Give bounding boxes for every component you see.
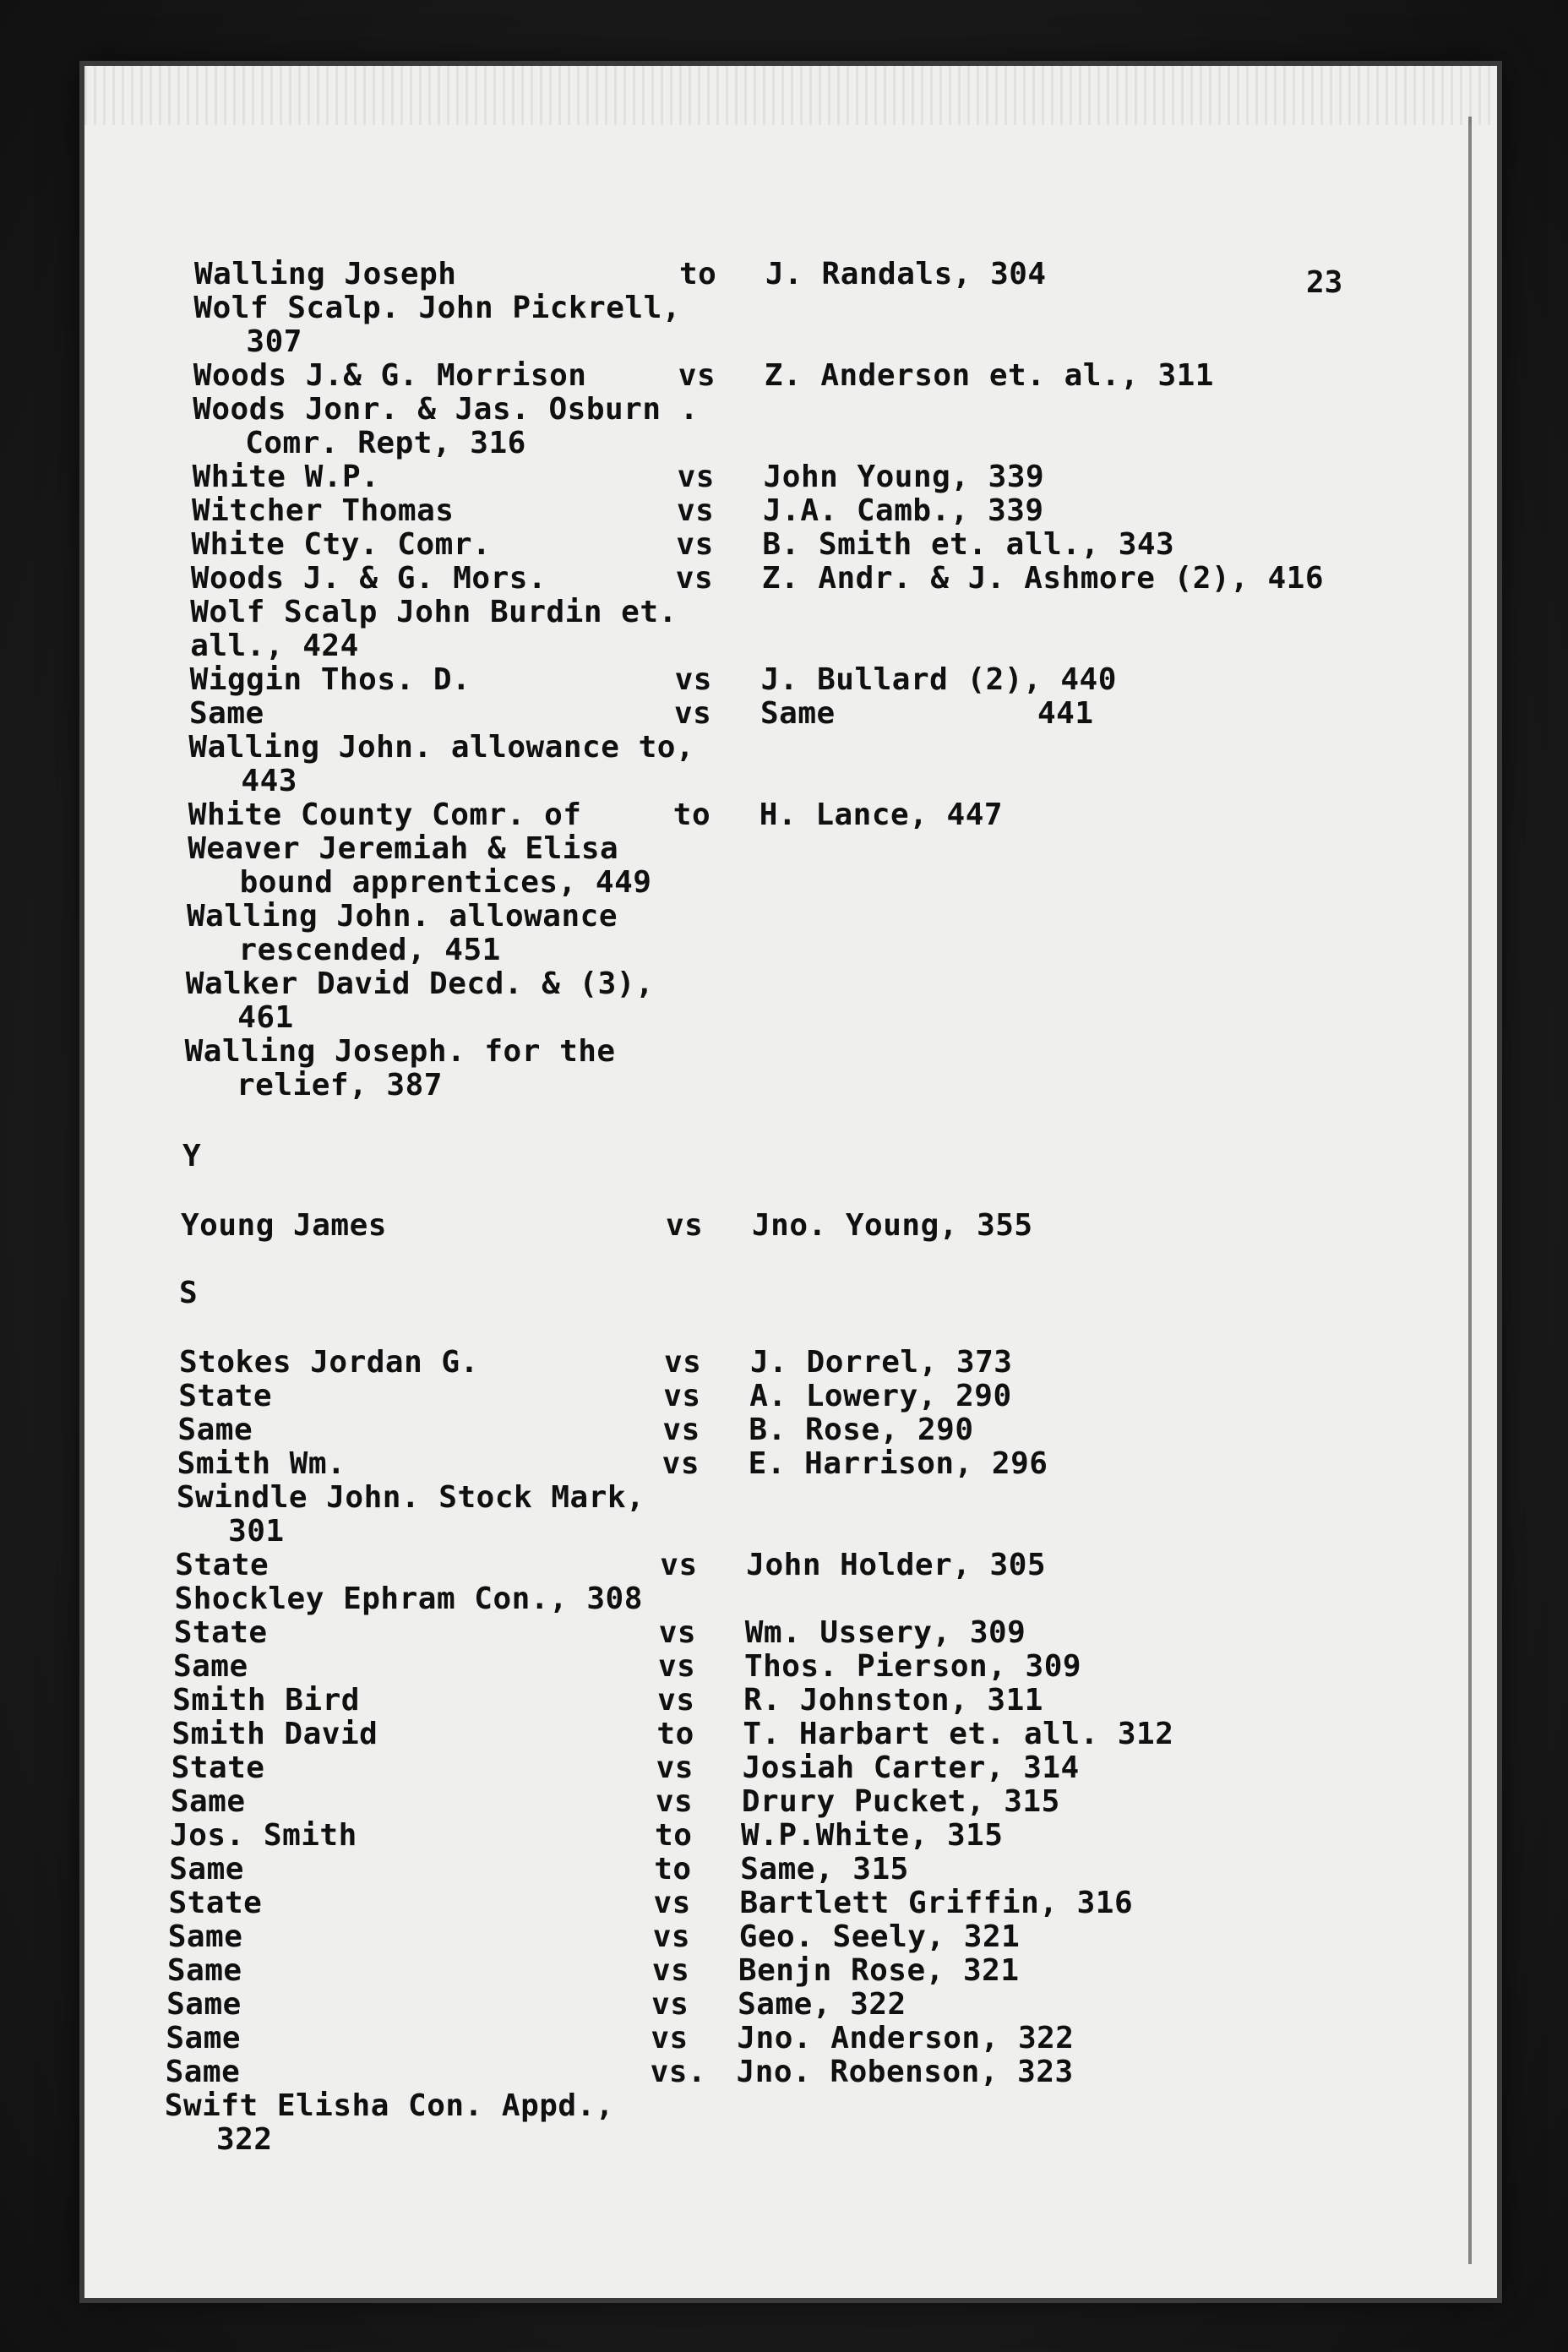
entry-relation: vs [660,1548,698,1582]
entry-party: B. Rose, 290 [749,1413,974,1447]
entry-name: Same [172,1649,248,1684]
entry-name: State [171,1750,265,1785]
entry-relation: vs [664,1345,702,1380]
entry-relation: vs [656,1750,694,1785]
entry-party: Drury Pucket, 315 [741,1784,1060,1819]
index-page [84,66,1497,2298]
entry-party: Same, 315 [740,1852,909,1886]
entry-party: B. Smith et. all., 343 [762,527,1175,562]
entry-relation: vs [677,460,715,494]
entry-name: Same [169,1852,244,1886]
entry-party: Same, 322 [738,1987,906,2022]
entry-party: John Holder, 305 [746,1548,1047,1582]
entry-name: State [178,1379,273,1413]
entry-party: Thos. Pierson, 309 [743,1649,1082,1684]
entry-party: J. Bullard (2), 440 [760,662,1117,697]
entry-name: Walling Joseph [194,257,457,291]
entry-relation: to [654,1852,692,1886]
entry-relation: vs [651,2021,689,2055]
entry-relation: to [672,798,711,832]
entry-party: Z. Andr. & J. Ashmore (2), 416 [761,561,1325,596]
entry-name: Same [177,1413,253,1447]
entry-party: J. Randals, 304 [765,257,1047,291]
entry-continuation: 443 [241,764,297,798]
entry-party: Same [760,696,836,731]
entry-relation: vs [663,1379,701,1413]
entry-relation: vs [651,1987,689,2022]
entry-name: Woods J. & G. Mors. [190,561,547,596]
entry-relation: vs [677,493,715,528]
entry-name: Same [166,2021,242,2055]
entry-relation: vs. [650,2055,707,2089]
entry-relation: vs [658,1615,697,1650]
entry-name: bound apprentices, 449 [239,865,652,900]
entry-party: Jno. Robenson, 323 [736,2055,1074,2089]
entry-name: White W.P. [192,460,380,494]
entry-relation: vs [678,358,716,393]
entry-name: Jos. Smith [170,1818,357,1853]
entry-name: Walling John. allowance to, [188,730,695,765]
entry-party: Bartlett Griffin, 316 [739,1886,1134,1920]
entry-name: Same [166,1953,242,1988]
entry-name: Wiggin Thos. D. [189,662,471,697]
entry-name: State [173,1615,268,1650]
entry-relation: to [656,1717,694,1751]
entry-name: Weaver Jeremiah & Elisa [188,831,619,866]
entry-name: State [175,1548,270,1582]
entry-relation: to [655,1818,693,1853]
entry-party: Benjn Rose, 321 [738,1953,1020,1988]
entry-party: Jno. Young, 355 [752,1208,1033,1243]
entry-name: Wolf Scalp. John Pickrell, [193,291,681,325]
entry-name: Smith David [172,1717,378,1751]
entry-relation: vs [657,1683,695,1718]
entry-name: Swindle John. Stock Mark, [176,1480,645,1515]
entry-name: rescended, 451 [238,933,501,967]
entry-relation: vs [652,1919,691,1954]
entry-party: John Young, 339 [763,460,1045,494]
entry-name: relief, 387 [237,1068,443,1102]
entry-name: White Cty. Comr. [191,527,492,562]
entry-party: R. Johnston, 311 [743,1683,1043,1718]
entry-relation: vs [655,1784,694,1819]
entry-name: Walling John. allowance [187,899,618,934]
entry-name: Same [189,696,264,731]
entry-relation: to [679,257,717,291]
entry-name: Young James [181,1208,387,1243]
entry-continuation: Comr. Rept, 316 [245,426,526,460]
entry-party: Geo. Seely, 321 [738,1919,1021,1954]
entry-name: Same [165,2055,241,2089]
entry-party: Josiah Carter, 314 [742,1750,1080,1785]
page-number: 23 [1306,265,1343,300]
entry-relation: vs [675,561,714,596]
entry-name: 322 [216,2122,273,2157]
entry-name: Woods J.& G. Morrison [193,358,587,393]
section-heading-s: S [179,1276,198,1310]
entry-name: Smith Wm. [177,1446,346,1481]
entry-name: Stokes Jordan G. [179,1345,479,1380]
entry-relation: vs [657,1649,696,1684]
entry-name: 301 [228,1514,285,1549]
entry-party: Z. Anderson et. al., 311 [764,358,1214,393]
entry-party: H. Lance, 447 [759,798,1004,832]
entry-party: A. Lowery, 290 [749,1379,1012,1413]
entry-relation: vs [674,662,712,697]
entry-party: Wm. Ussery, 309 [744,1615,1026,1650]
entry-name: State [168,1886,263,1920]
entry-name: 461 [237,1000,294,1035]
entry-party: T. Harbart et. all. 312 [743,1717,1174,1751]
entry-party: Jno. Anderson, 322 [737,2021,1075,2055]
entry-name: Walling Joseph. for the [184,1034,616,1069]
entry-continuation: all., 424 [190,629,359,663]
entry-party: J. Dorrel, 373 [750,1345,1013,1380]
entry-party: J.A. Camb., 339 [763,493,1044,528]
entry-name: Witcher Thomas [192,493,455,528]
entry-name: Shockley Ephram Con., 308 [174,1582,643,1616]
entry-relation: vs [653,1886,691,1920]
entry-relation: vs [676,527,714,562]
entry-relation: vs [662,1413,700,1447]
entry-party: E. Harrison, 296 [748,1446,1048,1481]
entry-name: White County Comr. of [188,798,582,832]
entry-relation: vs [651,1953,690,1988]
entry-name: Swift Elisha Con. Appd., [164,2088,614,2123]
entry-relation: vs [666,1208,704,1243]
entry-name: Smith Bird [172,1683,360,1718]
entry-name: Walker David Decd. & (3), [185,966,655,1001]
entry-relation: vs [662,1446,700,1481]
entry-name: Wolf Scalp John Burdin et. [190,595,678,629]
entry-name: Same [167,1919,243,1954]
entry-page-ref: 441 [1037,696,1094,731]
entry-continuation: 307 [246,324,302,359]
entry-name: Same [166,1987,242,2022]
entry-name: Same [170,1784,246,1819]
entry-party: W.P.White, 315 [741,1818,1004,1853]
section-heading-y: Y [182,1139,201,1173]
entry-name: Woods Jonr. & Jas. Osburn . [193,392,699,427]
entry-relation: vs [674,696,712,731]
